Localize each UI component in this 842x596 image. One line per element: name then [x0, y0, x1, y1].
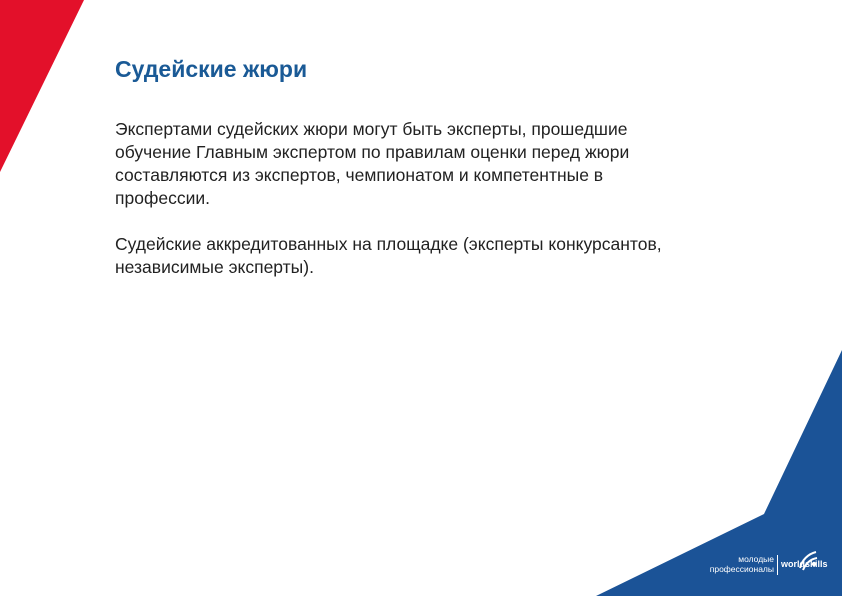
logo-brand-text: worldskills — [781, 559, 828, 569]
paragraph-line: составляются из экспертов, чемпионатом и компетентные в — [115, 165, 604, 185]
worldskills-logo — [700, 554, 828, 580]
paragraph-2 — [115, 233, 755, 279]
logo-divider — [777, 555, 778, 575]
slide-body — [115, 118, 755, 302]
paragraph-line: независимые эксперты). — [115, 257, 314, 277]
slide-title: Судейские жюри — [115, 56, 308, 82]
paragraph-1 — [115, 118, 755, 210]
paragraph-line: Судейские аккредитованных на площадке (эксперты конкурсантов, — [115, 234, 662, 254]
logo-tagline — [700, 554, 774, 574]
logo-line-1: молодые — [738, 554, 774, 564]
paragraph-line: профессии. — [115, 188, 210, 208]
paragraph-line: обучение Главным экспертом по правилам оценки перед жюри — [115, 142, 630, 162]
paragraph-line: Экспертами судейских жюри могут быть эксперты, прошедшие — [115, 119, 628, 139]
logo-line-2: профессионалы — [709, 564, 774, 574]
